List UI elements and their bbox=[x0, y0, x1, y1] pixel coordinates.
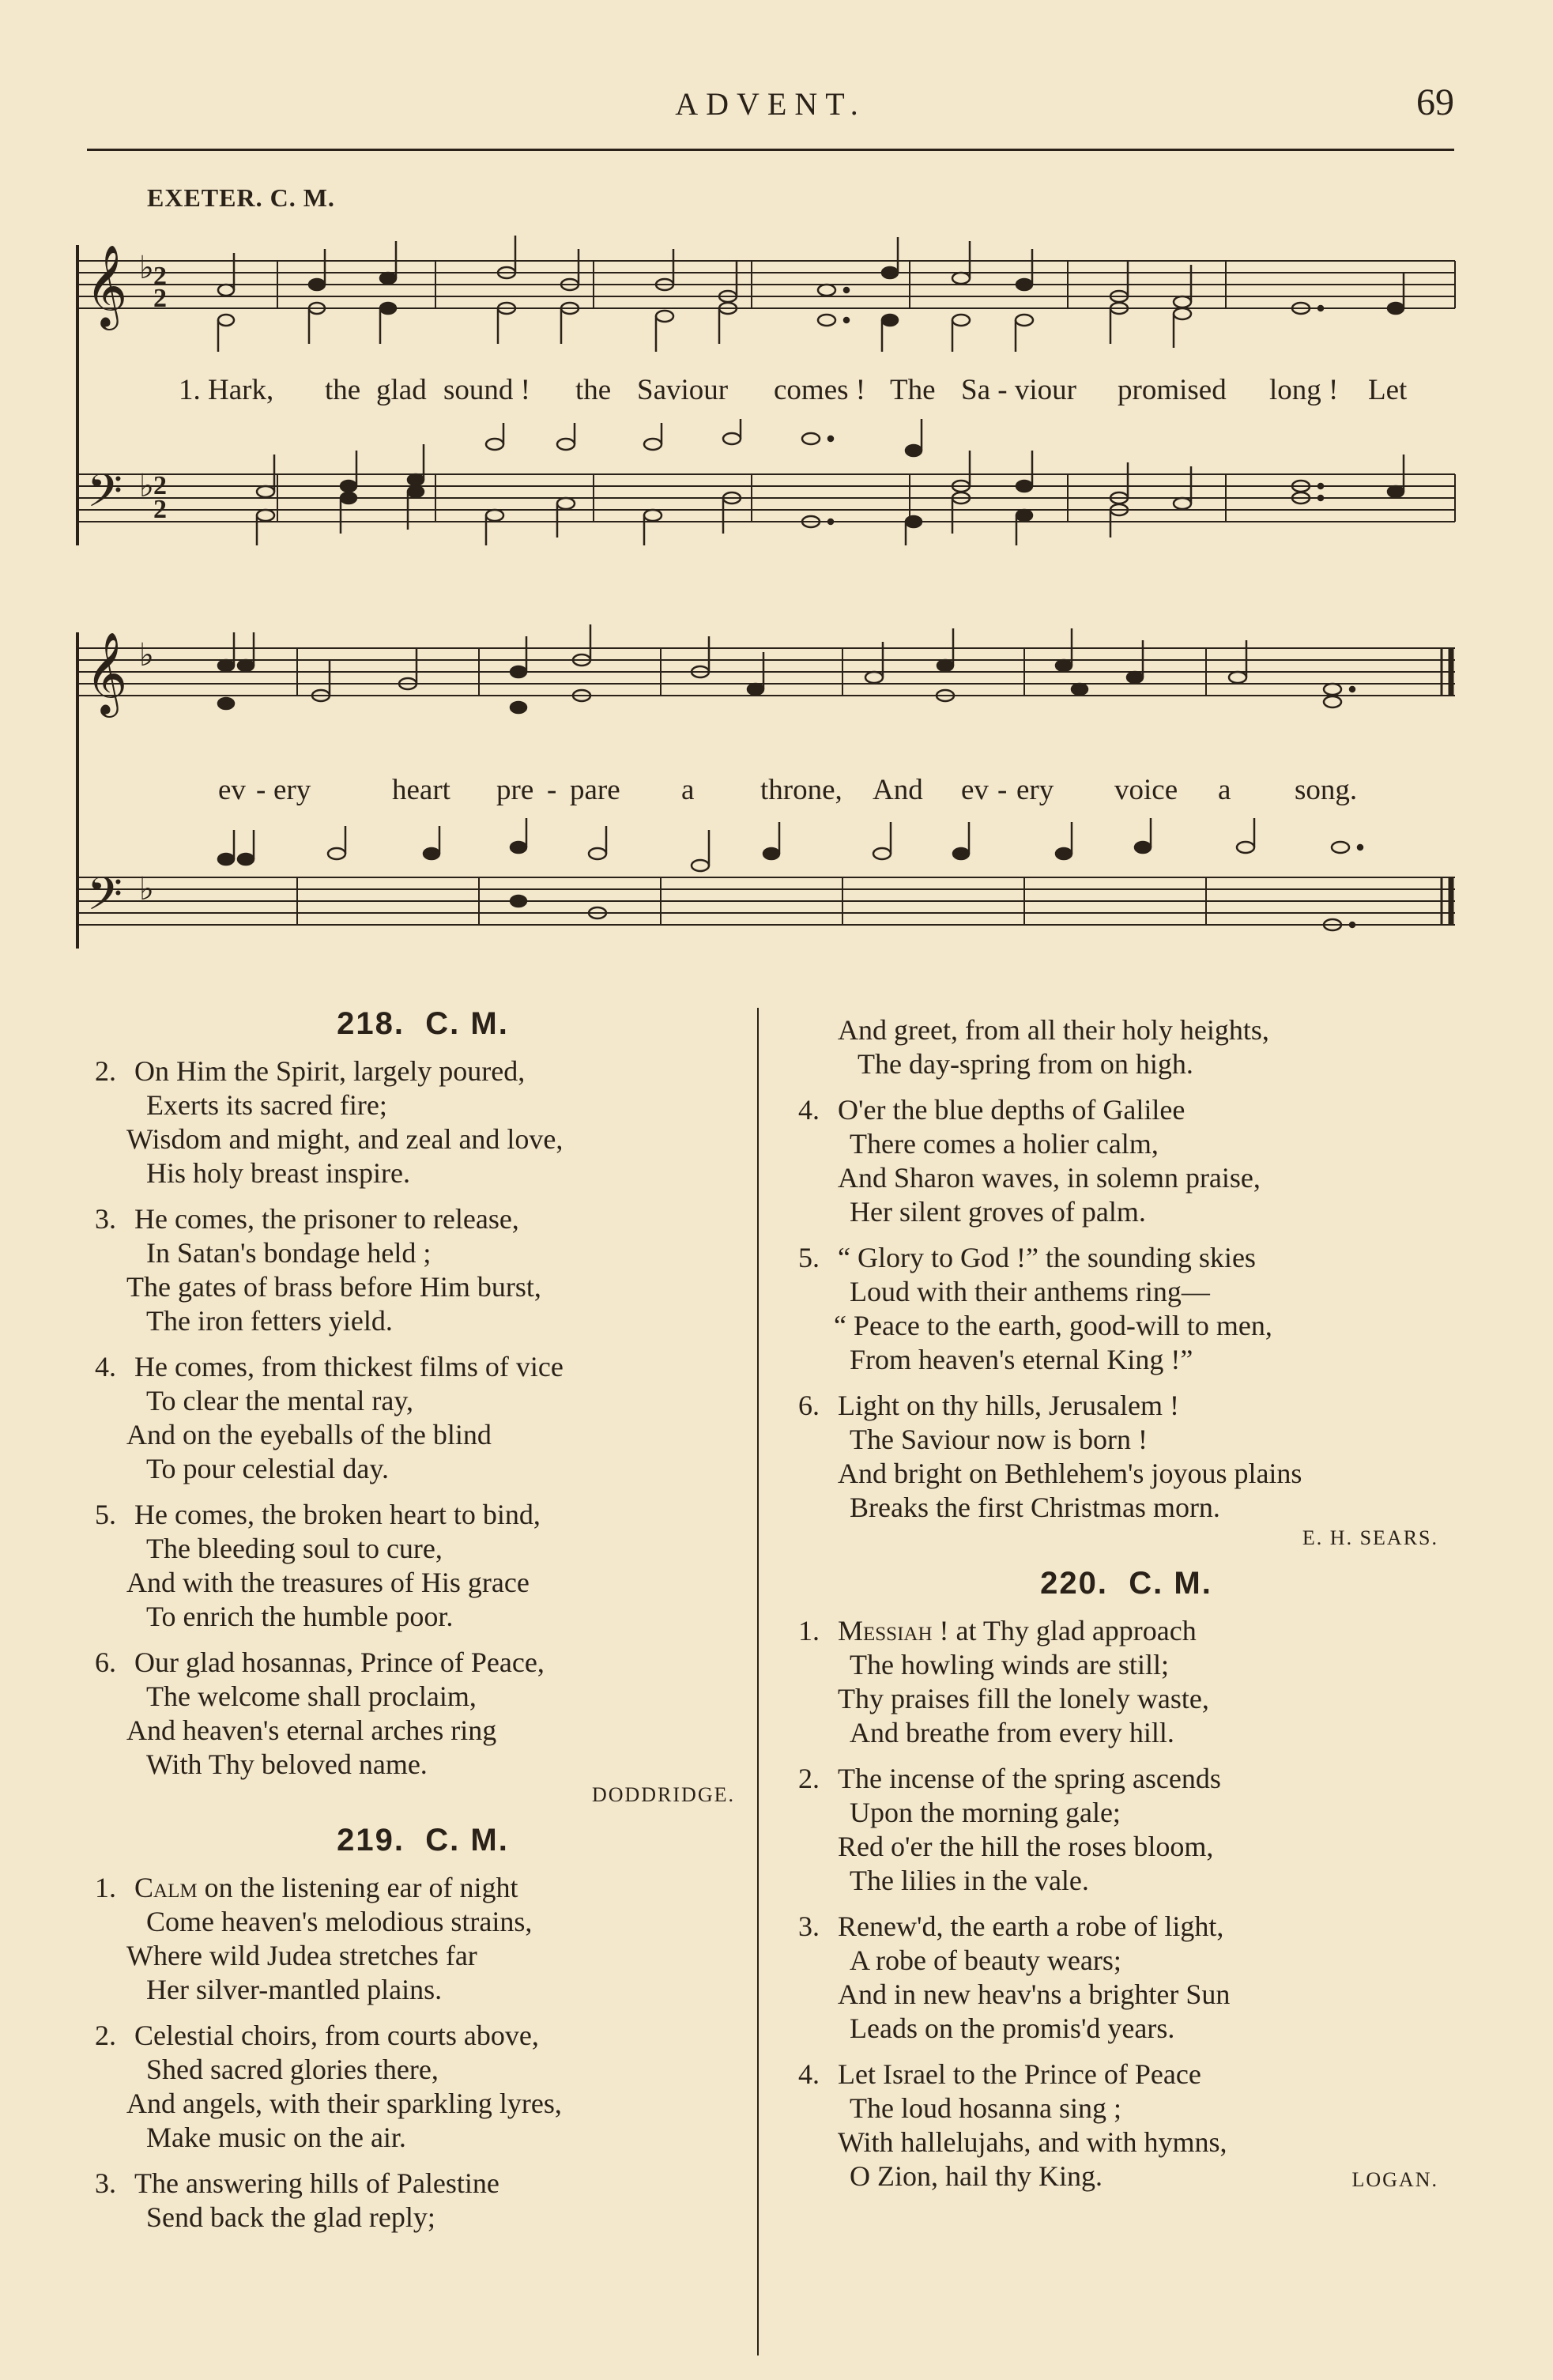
hymn-219-verse-6 bbox=[790, 1389, 1462, 1525]
verse-number: 1. bbox=[798, 1615, 820, 1646]
hymn-218-author: DODDRIDGE. bbox=[591, 1783, 735, 1806]
verse-line: With hallelujahs, and with hymns, bbox=[838, 2126, 1227, 2158]
svg-text:2: 2 bbox=[153, 284, 167, 313]
svg-text:♭: ♭ bbox=[139, 468, 154, 504]
verse-number: 3. bbox=[798, 1910, 820, 1942]
verse-line: 2. On Him the Spirit, largely poured, bbox=[95, 1055, 526, 1087]
verse-line: Loud with their anthems ring— bbox=[850, 1276, 1210, 1307]
verse-line: Thy praises fill the lonely waste, bbox=[838, 1683, 1209, 1714]
verse-line: Upon the morning gale; bbox=[850, 1797, 1121, 1828]
verse-number: 2. bbox=[798, 1763, 820, 1794]
verse-number: 2. bbox=[95, 1055, 116, 1087]
verse-number: 3. bbox=[95, 1203, 116, 1235]
verse-line: Where wild Judea stretches far bbox=[126, 1940, 477, 1971]
hymn-220-author: LOGAN. bbox=[1351, 2168, 1438, 2191]
verse-line: 5. He comes, the broken heart to bind, bbox=[95, 1499, 541, 1530]
verse-line: Wisdom and might, and zeal and love, bbox=[126, 1123, 564, 1155]
hymn-218-heading: 218. C. M. bbox=[337, 1006, 509, 1041]
svg-text:♭: ♭ bbox=[139, 871, 154, 907]
verse-line: 2. Celestial choirs, from courts above, bbox=[95, 2020, 539, 2051]
verse-line: Shed sacred glories there, bbox=[146, 2054, 439, 2085]
treble-clef-icon: 𝄞 bbox=[85, 244, 128, 327]
verse-line: 2. The incense of the spring ascends bbox=[798, 1763, 1221, 1794]
verse-number: 4. bbox=[798, 1094, 820, 1126]
verse-line: And with the treasures of His grace bbox=[126, 1567, 530, 1598]
verse-line: Her silver-mantled plains. bbox=[146, 1974, 443, 2005]
verse-line: A robe of beauty wears; bbox=[850, 1944, 1121, 1976]
hymn-219-verse-3 bbox=[87, 2167, 759, 2235]
lyrics-line-1: 1. Hark, the glad sound ! the Saviour comes ! The Sa - viour promised long ! Let bbox=[179, 374, 1408, 406]
verse-line: 4. Let Israel to the Prince of Peace bbox=[798, 2058, 1201, 2090]
verse-line: 3. Renew'd, the earth a robe of light, bbox=[798, 1910, 1224, 1942]
verse-line: The gates of brass before Him burst, bbox=[126, 1271, 541, 1303]
hymn-218-verse-2 bbox=[87, 1054, 759, 1190]
running-head bbox=[87, 81, 1454, 133]
verse-line: And angels, with their sparkling lyres, bbox=[126, 2088, 562, 2119]
hymn-219-verse-3-continued bbox=[790, 1013, 1462, 1081]
verse-number: 6. bbox=[95, 1646, 116, 1678]
treble-clef-icon: 𝄞 bbox=[85, 632, 128, 715]
verse-line: And greet, from all their holy heights, bbox=[838, 1014, 1269, 1046]
verse-line: In Satan's bondage held ; bbox=[146, 1237, 432, 1269]
verse-line: Make music on the air. bbox=[146, 2122, 406, 2153]
verse-number: 5. bbox=[798, 1242, 820, 1273]
verse-line: Send back the glad reply; bbox=[146, 2201, 435, 2233]
verse-number: 4. bbox=[798, 2058, 820, 2090]
verse-line: 3. He comes, the prisoner to release, bbox=[95, 1203, 519, 1235]
page-number: 69 bbox=[1416, 81, 1454, 123]
section-title: ADVENT. bbox=[675, 86, 866, 122]
verse-line: And in new heav'ns a brighter Sun bbox=[838, 1978, 1231, 2010]
verse-line: To clear the mental ray, bbox=[146, 1385, 413, 1416]
hymn-218-verse-3 bbox=[87, 1202, 759, 1338]
verse-line: Her silent groves of palm. bbox=[850, 1196, 1146, 1228]
verse-line: 1. Calm on the listening ear of night bbox=[95, 1872, 518, 1903]
column-divider bbox=[757, 1008, 759, 2355]
hymn-219-author: E. H. SEARS. bbox=[1302, 1526, 1438, 1549]
hymn-220-verse-2 bbox=[790, 1762, 1462, 1898]
svg-text:2: 2 bbox=[153, 471, 167, 500]
music-system-1 bbox=[76, 221, 1459, 553]
verse-number: 5. bbox=[95, 1499, 116, 1530]
verse-line: The bleeding soul to cure, bbox=[146, 1533, 443, 1564]
verse-line: 4. O'er the blue depths of Galilee bbox=[798, 1094, 1185, 1126]
left-column bbox=[87, 992, 759, 2246]
verse-line: O Zion, hail thy King. LOGAN. bbox=[790, 2159, 1462, 2193]
header-rule bbox=[87, 149, 1454, 151]
hymn-218-verse-4 bbox=[87, 1350, 759, 1486]
hymn-219-verse-4 bbox=[790, 1093, 1462, 1229]
hymn-218-verse-5 bbox=[87, 1498, 759, 1634]
verse-number: 1. bbox=[95, 1872, 116, 1903]
hymn-220-verse-1 bbox=[790, 1614, 1462, 1750]
verse-line: Exerts its sacred fire; bbox=[146, 1089, 387, 1121]
hymn-220-verse-4 bbox=[790, 2058, 1462, 2193]
bass-clef-icon: 𝄢 bbox=[87, 867, 123, 932]
verse-line: 6. Light on thy hills, Jerusalem ! bbox=[798, 1390, 1179, 1421]
verse-number: 6. bbox=[798, 1390, 820, 1421]
verse-line: 1. Messiah ! at Thy glad approach bbox=[798, 1615, 1197, 1646]
verse-line: With Thy beloved name. bbox=[146, 1748, 428, 1780]
hymn-219-verse-2 bbox=[87, 2019, 759, 2155]
svg-text:2: 2 bbox=[153, 495, 167, 524]
hymn-219-verse-5 bbox=[790, 1241, 1462, 1377]
music-system-2 bbox=[76, 601, 1459, 964]
right-column bbox=[790, 1013, 1462, 2205]
verse-line: And bright on Bethlehem's joyous plains bbox=[838, 1458, 1302, 1489]
verse-number: 4. bbox=[95, 1351, 116, 1382]
verse-line: From heaven's eternal King !” bbox=[850, 1344, 1193, 1375]
verse-line: 5. “ Glory to God !” the sounding skies bbox=[798, 1242, 1256, 1273]
verse-line: And breathe from every hill. bbox=[850, 1717, 1174, 1748]
verse-line: His holy breast inspire. bbox=[146, 1157, 410, 1189]
verse-line: Leads on the promis'd years. bbox=[850, 2012, 1175, 2044]
verse-line: 6. Our glad hosannas, Prince of Peace, bbox=[95, 1646, 545, 1678]
verse-line: 3. The answering hills of Palestine bbox=[95, 2167, 499, 2199]
verse-line: Come heaven's melodious strains, bbox=[146, 1906, 533, 1937]
hymn-220-verse-3 bbox=[790, 1910, 1462, 2046]
svg-text:♭: ♭ bbox=[139, 250, 154, 285]
verse-line: To pour celestial day. bbox=[146, 1453, 390, 1484]
hymn-219-verse-1 bbox=[87, 1871, 759, 2007]
verse-line: The welcome shall proclaim, bbox=[146, 1680, 477, 1712]
hymn-218-verse-6 bbox=[87, 1646, 759, 1782]
verse-line: The day-spring from on high. bbox=[858, 1048, 1193, 1080]
verse-number: 2. bbox=[95, 2020, 116, 2051]
verse-line: The loud hosanna sing ; bbox=[850, 2092, 1121, 2124]
verse-line: To enrich the humble poor. bbox=[146, 1601, 454, 1632]
svg-text:♭: ♭ bbox=[139, 637, 154, 673]
verse-number: 3. bbox=[95, 2167, 116, 2199]
verse-line: The lilies in the vale. bbox=[850, 1865, 1089, 1896]
verse-line: And heaven's eternal arches ring bbox=[126, 1714, 497, 1746]
hymn-220-heading: 220. C. M. bbox=[1040, 1566, 1212, 1601]
verse-line: Red o'er the hill the roses bloom, bbox=[838, 1831, 1214, 1862]
verse-line: The iron fetters yield. bbox=[146, 1305, 393, 1337]
hymn-219-heading: 219. C. M. bbox=[337, 1823, 509, 1858]
verse-line: There comes a holier calm, bbox=[850, 1128, 1159, 1160]
svg-text:2: 2 bbox=[153, 262, 167, 291]
verse-line: The Saviour now is born ! bbox=[850, 1424, 1148, 1455]
lyrics-line-2: ev - ery heart pre - pare a throne, And ev - ery voice a song. bbox=[218, 774, 1358, 806]
bass-clef-icon: 𝄢 bbox=[87, 464, 123, 529]
verse-line: “ Peace to the earth, good-will to men, bbox=[834, 1310, 1272, 1341]
verse-line: 4. He comes, from thickest films of vice bbox=[95, 1351, 564, 1382]
verse-line: And Sharon waves, in solemn praise, bbox=[838, 1162, 1261, 1194]
verse-line: And on the eyeballs of the blind bbox=[126, 1419, 492, 1450]
verse-line: Breaks the first Christmas morn. bbox=[850, 1492, 1220, 1523]
tune-name: EXETER. C. M. bbox=[147, 183, 335, 212]
verse-line: The howling winds are still; bbox=[850, 1649, 1169, 1680]
